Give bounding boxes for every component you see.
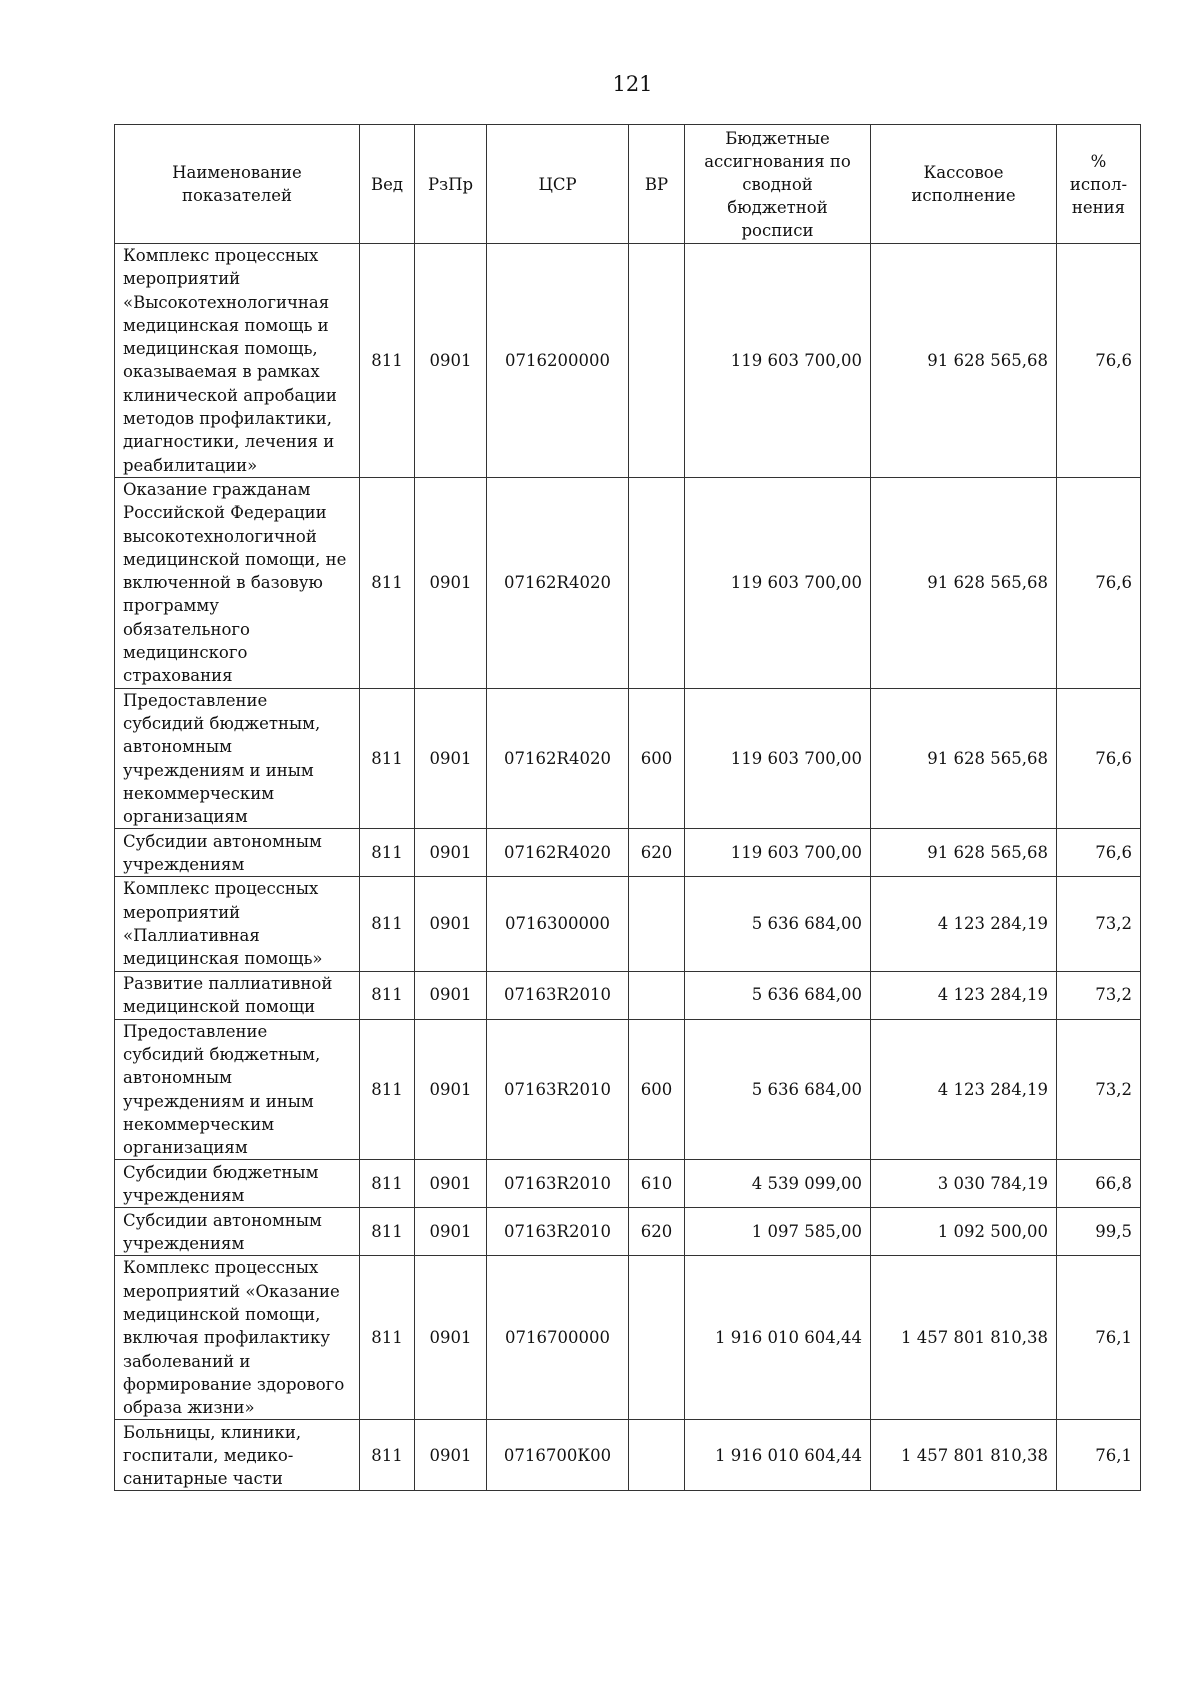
row-vr <box>629 1420 685 1491</box>
row-percent: 76,6 <box>1057 477 1141 688</box>
row-ved: 811 <box>360 477 415 688</box>
row-cash: 1 457 801 810,38 <box>871 1420 1057 1491</box>
row-budget: 5 636 684,00 <box>685 1019 871 1160</box>
row-ved: 811 <box>360 688 415 829</box>
row-name: Комплекс процессных мероприятий «Высокотехнологичная медицинская помощь и медицинская помощь, оказываемая в рамках клинической апробации методов профилактики, диагностики, лечения и реабилитации» <box>115 244 360 478</box>
row-budget: 5 636 684,00 <box>685 877 871 971</box>
row-cash: 4 123 284,19 <box>871 1019 1057 1160</box>
row-csr: 07162R4020 <box>487 829 629 877</box>
row-cash: 91 628 565,68 <box>871 829 1057 877</box>
row-cash: 4 123 284,19 <box>871 971 1057 1019</box>
header-rzpr: РзПр <box>415 125 487 244</box>
row-name: Развитие паллиативной медицинской помощи <box>115 971 360 1019</box>
header-budget: Бюджетные ассигнования по сводной бюджетной росписи <box>685 125 871 244</box>
row-cash: 1 457 801 810,38 <box>871 1256 1057 1420</box>
row-ved: 811 <box>360 1256 415 1420</box>
row-rzpr: 0901 <box>415 244 487 478</box>
row-percent: 66,8 <box>1057 1160 1141 1208</box>
row-cash: 91 628 565,68 <box>871 244 1057 478</box>
row-percent: 73,2 <box>1057 877 1141 971</box>
row-csr: 07163R2010 <box>487 1019 629 1160</box>
table-row <box>115 829 1141 877</box>
row-vr: 600 <box>629 688 685 829</box>
row-budget: 1 097 585,00 <box>685 1208 871 1256</box>
row-percent: 76,6 <box>1057 244 1141 478</box>
header-percent: % испол-нения <box>1057 125 1141 244</box>
row-csr: 0716700000 <box>487 1256 629 1420</box>
row-vr <box>629 1256 685 1420</box>
table-row <box>115 971 1141 1019</box>
row-ved: 811 <box>360 1019 415 1160</box>
row-ved: 811 <box>360 1208 415 1256</box>
row-rzpr: 0901 <box>415 1019 487 1160</box>
header-cash: Кассовое исполнение <box>871 125 1057 244</box>
row-name: Субсидии автономным учреждениям <box>115 829 360 877</box>
row-vr: 600 <box>629 1019 685 1160</box>
row-rzpr: 0901 <box>415 1420 487 1491</box>
row-budget: 1 916 010 604,44 <box>685 1256 871 1420</box>
row-cash: 91 628 565,68 <box>871 477 1057 688</box>
table-row <box>115 1019 1141 1160</box>
row-rzpr: 0901 <box>415 1208 487 1256</box>
table-row <box>115 1420 1141 1491</box>
table-row <box>115 1256 1141 1420</box>
row-rzpr: 0901 <box>415 1160 487 1208</box>
row-percent: 73,2 <box>1057 971 1141 1019</box>
row-budget: 1 916 010 604,44 <box>685 1420 871 1491</box>
row-rzpr: 0901 <box>415 688 487 829</box>
header-vr: ВР <box>629 125 685 244</box>
row-percent: 76,6 <box>1057 688 1141 829</box>
header-csr: ЦСР <box>487 125 629 244</box>
row-budget: 5 636 684,00 <box>685 971 871 1019</box>
row-vr <box>629 971 685 1019</box>
row-csr: 07163R2010 <box>487 1160 629 1208</box>
row-rzpr: 0901 <box>415 477 487 688</box>
row-ved: 811 <box>360 971 415 1019</box>
table-row <box>115 1208 1141 1256</box>
table-row <box>115 688 1141 829</box>
row-name: Оказание гражданам Российской Федерации высокотехнологичной медицинской помощи, не включенной в базовую программу обязательного медицинского страхования <box>115 477 360 688</box>
row-percent: 99,5 <box>1057 1208 1141 1256</box>
row-budget: 119 603 700,00 <box>685 829 871 877</box>
row-budget: 4 539 099,00 <box>685 1160 871 1208</box>
row-cash: 4 123 284,19 <box>871 877 1057 971</box>
row-budget: 119 603 700,00 <box>685 688 871 829</box>
row-vr: 620 <box>629 1208 685 1256</box>
row-cash: 1 092 500,00 <box>871 1208 1057 1256</box>
row-rzpr: 0901 <box>415 829 487 877</box>
row-percent: 76,1 <box>1057 1256 1141 1420</box>
row-ved: 811 <box>360 829 415 877</box>
row-name: Предоставление субсидий бюджетным, автономным учреждениям и иным некоммерческим организациям <box>115 688 360 829</box>
row-name: Субсидии автономным учреждениям <box>115 1208 360 1256</box>
row-percent: 76,1 <box>1057 1420 1141 1491</box>
header-name: Наименование показателей <box>115 125 360 244</box>
row-budget: 119 603 700,00 <box>685 244 871 478</box>
table-row <box>115 477 1141 688</box>
row-cash: 91 628 565,68 <box>871 688 1057 829</box>
header-ved: Вед <box>360 125 415 244</box>
row-csr: 07163R2010 <box>487 1208 629 1256</box>
row-cash: 3 030 784,19 <box>871 1160 1057 1208</box>
row-ved: 811 <box>360 1160 415 1208</box>
row-vr <box>629 244 685 478</box>
row-name: Предоставление субсидий бюджетным, автономным учреждениям и иным некоммерческим организациям <box>115 1019 360 1160</box>
row-vr <box>629 477 685 688</box>
row-name: Субсидии бюджетным учреждениям <box>115 1160 360 1208</box>
row-percent: 76,6 <box>1057 829 1141 877</box>
row-rzpr: 0901 <box>415 971 487 1019</box>
row-csr: 0716300000 <box>487 877 629 971</box>
row-ved: 811 <box>360 244 415 478</box>
row-rzpr: 0901 <box>415 1256 487 1420</box>
row-ved: 811 <box>360 877 415 971</box>
row-ved: 811 <box>360 1420 415 1491</box>
row-vr <box>629 877 685 971</box>
row-csr: 0716200000 <box>487 244 629 478</box>
row-name: Комплекс процессных мероприятий «Оказание медицинской помощи, включая профилактику заболеваний и формирование здорового образа жизни» <box>115 1256 360 1420</box>
row-vr: 620 <box>629 829 685 877</box>
row-vr: 610 <box>629 1160 685 1208</box>
table-header-row <box>115 125 1141 244</box>
budget-execution-table <box>114 124 1141 1491</box>
row-name: Комплекс процессных мероприятий «Паллиативная медицинская помощь» <box>115 877 360 971</box>
row-csr: 07162R4020 <box>487 688 629 829</box>
row-rzpr: 0901 <box>415 877 487 971</box>
row-csr: 07162R4020 <box>487 477 629 688</box>
table-row <box>115 1160 1141 1208</box>
row-csr: 07163R2010 <box>487 971 629 1019</box>
row-name: Больницы, клиники, госпитали, медико-санитарные части <box>115 1420 360 1491</box>
row-budget: 119 603 700,00 <box>685 477 871 688</box>
table-row <box>115 877 1141 971</box>
row-csr: 0716700К00 <box>487 1420 629 1491</box>
row-percent: 73,2 <box>1057 1019 1141 1160</box>
table-row <box>115 244 1141 478</box>
page-number: 121 <box>612 72 653 96</box>
